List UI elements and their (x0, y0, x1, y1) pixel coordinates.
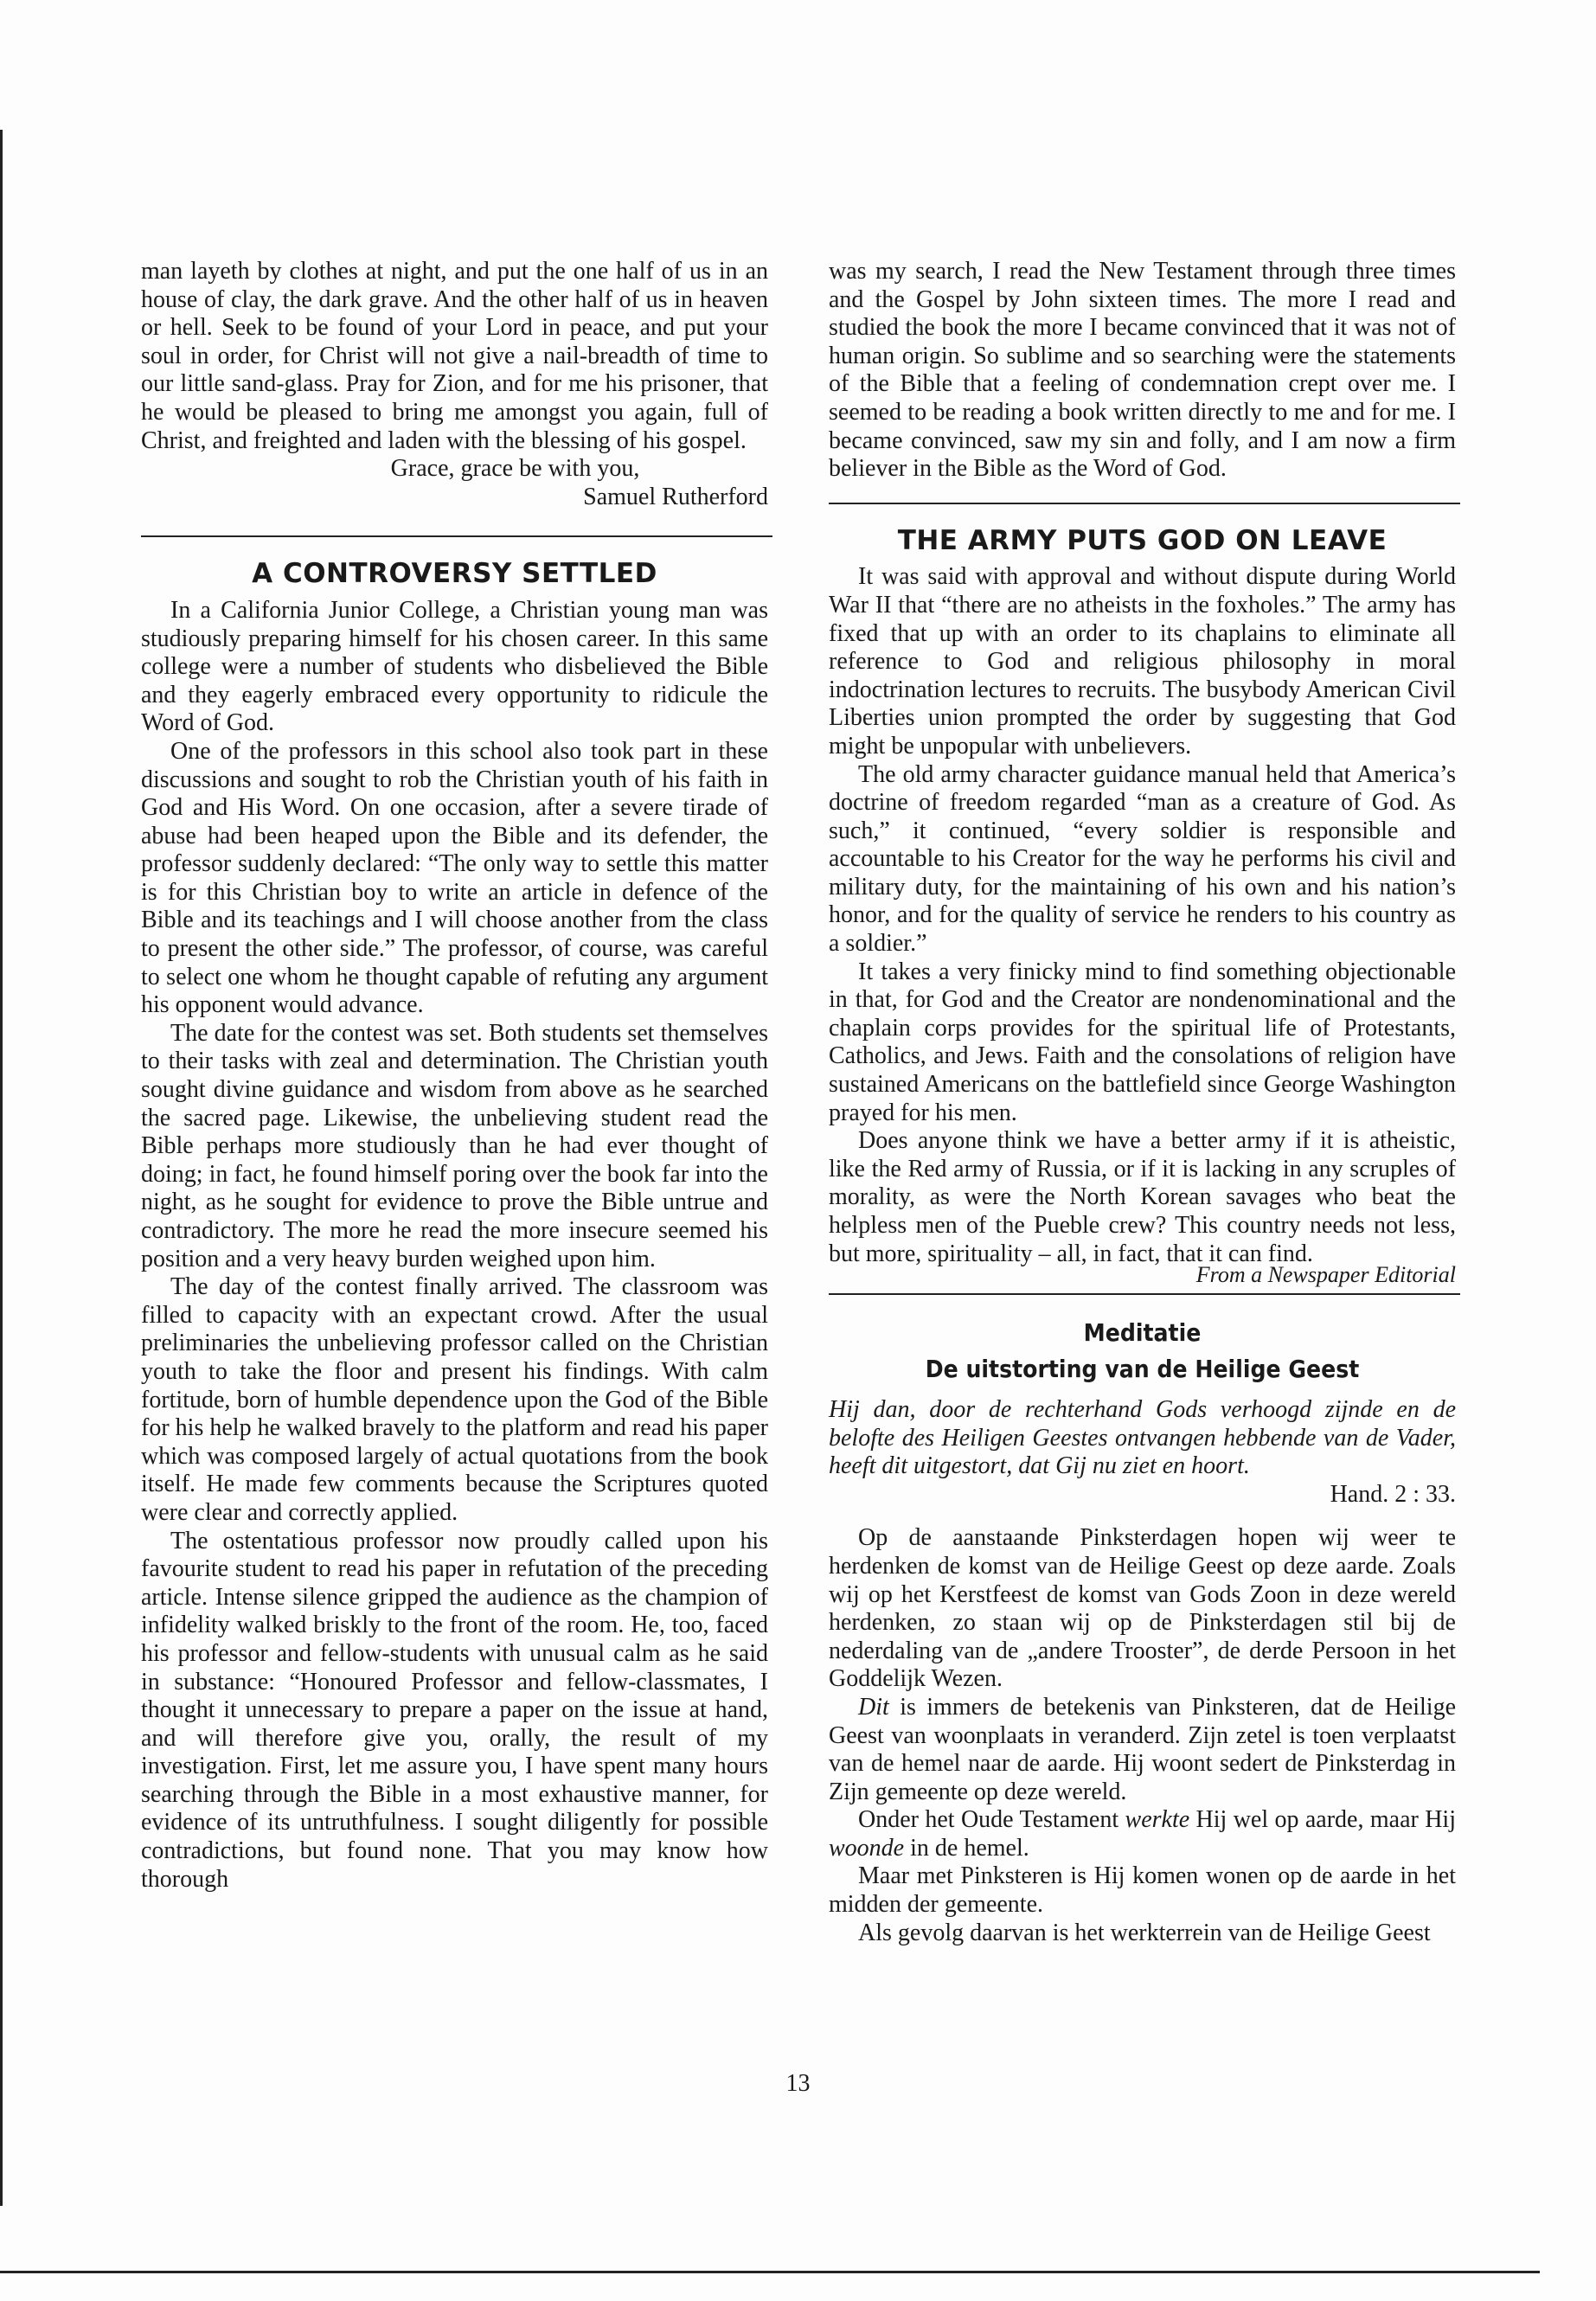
emphasis: werkte (1125, 1806, 1190, 1834)
meditatie-paragraph: Op de aanstaande Pinksterdagen hopen wij weer te herdenken de komst van de Heilige Geest op deze aarde. Zoals wij op het Kerstfeest de komst van Gods Zoon in deze wereld herdenken, zo staan wij op de Pinksterdagen stil bij de nederdaling van de „andere Trooster”, de derde Persoon in het Goddelijk Wezen. (829, 1524, 1456, 1693)
army-paragraph: Does anyone think we have a better army if it is atheistic, like the Red army of Russia, or if it is lacking in any scruples of morality, as were the North Korean savages who beat the helpless men of the Pueble crew? This country needs not less, but more, spirituality – all, in fact, that it can find. (829, 1127, 1456, 1267)
article-title: A CONTROVERSY SETTLED (252, 558, 657, 590)
paragraph-text: in de hemel. (904, 1834, 1029, 1862)
letter-closing-paragraph: man layeth by clothes at night, and put the one half of us in an house of clay, the dark grave. And the other half of us in heaven or hell. Seek to be found of your Lord in peace, and put your soul in order, for Christ will not give a nail-breadth of time to our little sand-glass. Pray for Zion, and for me his prisoner, that he would be pleased to bring me amongst you again, full of Christ, and freighted and laden with the blessing of his gospel. (141, 258, 768, 454)
meditatie-reference: Hand. 2 : 33. (1330, 1480, 1456, 1508)
article-paragraph: The date for the contest was set. Both students set themselves to their tasks with zeal and determination. The Christian youth sought divine guidance and wisdom from above as he searched the sacred page. Likewise, the unbelieving student read the Bible perhaps more studiously than he had ever thought of doing; in fact, he found himself poring over the book far into the night, as he sought for evidence to prove the Bible untrue and contradictory. The more he read the more insecure seemed his position and a very heavy burden weighed upon him. (141, 1019, 768, 1272)
letter-greeting: Grace, grace be with you, (390, 455, 640, 483)
section-divider (141, 535, 772, 537)
meditatie-paragraph (829, 1806, 1456, 1862)
paragraph-text: Hij wel op aarde, maar Hij (1189, 1806, 1456, 1834)
article-paragraph: The ostentatious professor now proudly called upon his favourite student to read his paper in refutation of the preceding article. Intense silence gripped the audience as the champion of infidelity walked briskly to the front of the room. He, too, faced his professor and fellow-students with unusual calm as he said in substance: “Honoured Professor and fellow-classmates, I thought it unnecessary to prepare a paper on the issue at hand, and will therefore give you, orally, the result of my investigation. First, let me assure you, I have spent many hours searching through the Bible in a most exhaustive manner, for evidence of its untruthfulness. I sought diligently for possible contradictions, but found none. That you may know how thorough (141, 1527, 768, 1893)
article-paragraph: The day of the contest finally arrived. The classroom was filled to capacity with an expectant crowd. After the usual preliminaries the unbelieving professor called on the Christian youth to take the floor and present his findings. With calm fortitude, born of humble dependence upon the God of the Bible for his help he walked bravely to the platform and read his paper which was composed largely of actual quotations from the book itself. He made few comments because the Scriptures quoted were clear and correctly applied. (141, 1273, 768, 1526)
army-paragraph: The old army character guidance manual held that America’s doctrine of freedom regarded “man as a creature of God. As such,” it continued, “every soldier is responsible and accountable to his Creator for the way he performs his civil and military duty, for the maintaining of his own and his nation’s honor, and for the quality of service he renders to his country as a soldier.” (829, 760, 1456, 958)
paragraph-text: Onder het Oude Testament (858, 1806, 1125, 1834)
emphasis: woonde (829, 1834, 905, 1862)
article-continuation: was my search, I read the New Testament through three times and the Gospel by John sixteen times. The more I read and studied the book the more I became convinced that it was not of human origin. So sublime and so searching were the statements of the Bible that a feeling of condemnation crept over me. I seemed to be reading a book written directly to me and for me. I became convinced, saw my sin and folly, and I am now a firm believer in the Bible as the Word of God. (829, 258, 1456, 483)
meditatie-kicker: Meditatie (1083, 1317, 1202, 1347)
army-title: THE ARMY PUTS GOD ON LEAVE (897, 524, 1388, 556)
article-paragraph: In a California Junior College, a Christian young man was studiously preparing himself for his chosen career. In this same college were a number of students who disbelieved the Bible and they eagerly embraced every opportunity to ridicule the Word of God. (141, 596, 768, 737)
page-number: 13 (785, 2070, 811, 2097)
article-paragraph: One of the professors in this school also took part in these discussions and sought to rob the Christian youth of his faith in God and His Word. On one occasion, after a severe tirade of abuse had been heaped upon the Bible and its defender, the professor suddenly declared: “The only way to settle this matter is for this Christian boy to write an article in defence of the Bible and its teachings and I will choose another from the class to present the other side.” The professor, of course, was careful to select one whom he thought capable of refuting any argument his opponent would advance. (141, 737, 768, 1019)
meditatie-paragraph: Als gevolg daarvan is het werkterrein van de Heilige Geest (858, 1919, 1431, 1946)
scan-edge-left (0, 130, 3, 2206)
section-divider (829, 1293, 1460, 1295)
meditatie-title: De uitstorting van de Heilige Geest (925, 1355, 1360, 1384)
meditatie-verse: Hij dan, door de rechterhand Gods verhoogd zijnde en de belofte des Heiligen Geestes ontvangen hebbende van de Vader, heeft dit uitgestort, dat Gij nu ziet en hoort. (829, 1395, 1456, 1480)
scan-edge-bottom (0, 2271, 1540, 2273)
army-paragraph: It takes a very finicky mind to find something objectionable in that, for God and the Creator are nondenominational and the chaplain corps provides for the spiritual life of Protestants, Catholics, and Jews. Faith and the consolations of religion have sustained Americans on the battlefield since George Washington prayed for his men. (829, 958, 1456, 1126)
letter-signature: Samuel Rutherford (583, 483, 768, 510)
emphasis: Dit (858, 1693, 889, 1721)
meditatie-paragraph (829, 1694, 1456, 1806)
paragraph-text: is immers de betekenis van Pinksteren, dat de Heilige Geest van woonplaats in veranderd. Zijn zetel is toen verplaatst van de hemel naar de aarde. Hij woont sedert de Pinksterdag in Zijn gemeente op deze wereld. (829, 1693, 1456, 1805)
section-divider (829, 503, 1460, 504)
army-attribution: From a Newspaper Editorial (1195, 1262, 1456, 1288)
meditatie-paragraph: Maar met Pinksteren is Hij komen wonen op de aarde in het midden der gemeente. (829, 1862, 1456, 1919)
army-paragraph: It was said with approval and without dispute during World War II that “there are no atheists in the foxholes.” The army has fixed that up with an order to its chaplains to eliminate all reference to God and religious philosophy in moral indoctrination lectures to recruits. The busybody American Civil Liberties union prompted the order by suggesting that God might be unpopular with unbelievers. (829, 563, 1456, 760)
right-column (829, 258, 1456, 1947)
left-column (141, 258, 768, 1894)
